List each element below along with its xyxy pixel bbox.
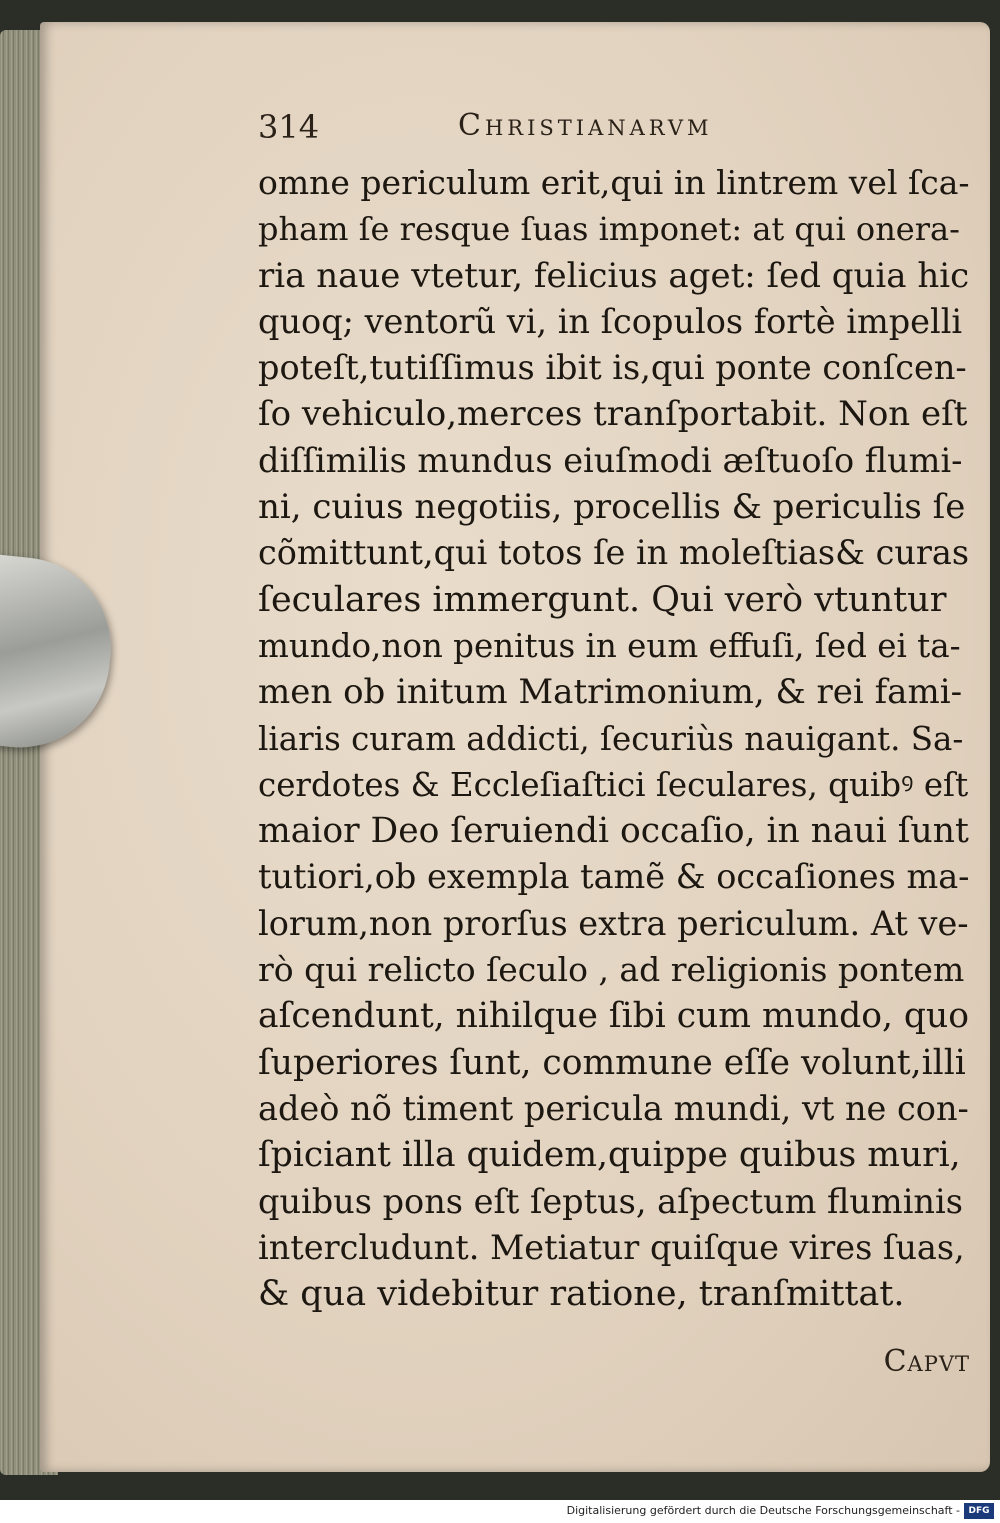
- text-line: adeò nõ timent pericula mundi, vt ne con-: [258, 1088, 969, 1128]
- dfg-logo: DFG: [964, 1503, 994, 1519]
- text-line: quibus pons eſt ſeptus, aſpectum fluminis: [258, 1181, 963, 1221]
- text-line: & qua videbitur ratione, tranſmittat.: [258, 1274, 905, 1315]
- text-line: tutiori,ob exempla tamẽ & occaſiones ma-: [258, 857, 970, 897]
- text-line: omne periculum erit,qui in lintrem vel ſca-: [258, 163, 970, 202]
- text-line: ria naue vtetur, felicius aget: ſed quia hic: [258, 255, 970, 296]
- text-line: ſo vehiculo,merces tranſportabit. Non eſt: [258, 394, 968, 435]
- running-title: Christianarvm: [458, 108, 713, 143]
- text-line: men ob initum Matrimonium, & rei fami-: [258, 672, 963, 713]
- text-line: aſcendunt, nihilque ſibi cum mundo, quo: [258, 996, 969, 1037]
- text-line: rò qui relicto ſeculo , ad religionis pontem: [258, 950, 965, 990]
- text-line: pham ſe resque ſuas imponet: at qui onera-: [258, 210, 960, 249]
- page-header: [258, 108, 978, 158]
- digitization-credit: Digitalisierung gefördert durch die Deutsche Forschungsgemeinschaft -: [566, 1504, 960, 1517]
- text-line: lorum,non prorſus extra periculum. At ve-: [258, 903, 969, 943]
- text-line: quoq; ventorũ vi, in ſcopulos fortè impelli: [258, 301, 963, 341]
- text-line: cõmittunt,qui totos ſe in moleſtias& curas: [258, 533, 970, 573]
- text-line: cerdotes & Eccleſiaſtici ſeculares, quibꝰ eſt: [258, 765, 969, 804]
- text-line: diſſimilis mundus eiuſmodi æſtuoſo flumi-: [258, 440, 963, 480]
- footer-bar: [0, 1500, 1000, 1523]
- text-line: ni, cuius negotiis, procellis & periculis ſe: [258, 487, 966, 528]
- body-text: [258, 160, 970, 1317]
- text-line: ſuperiores ſunt, commune eſſe volunt,illi: [258, 1042, 966, 1083]
- text-line: poteſt,tutiſſimus ibit is,qui ponte conſcen-: [258, 348, 967, 388]
- page-number: 314: [258, 108, 320, 146]
- text-line: ſpiciant illa quidem,quippe quibus muri,: [258, 1135, 961, 1176]
- text-line: ſeculares immergunt. Qui verò vtuntur: [258, 579, 947, 620]
- text-line: liaris curam addicti, ſecuriùs nauigant. Sa-: [258, 719, 964, 758]
- catchword: Capvt: [883, 1344, 970, 1379]
- text-line: mundo,non penitus in eum effuſi, ſed ei ta-: [258, 626, 961, 665]
- text-line: intercludunt. Metiatur quiſque vires ſuas,: [258, 1227, 965, 1267]
- text-line: maior Deo ſeruiendi occaſio, in naui ſunt: [258, 811, 969, 852]
